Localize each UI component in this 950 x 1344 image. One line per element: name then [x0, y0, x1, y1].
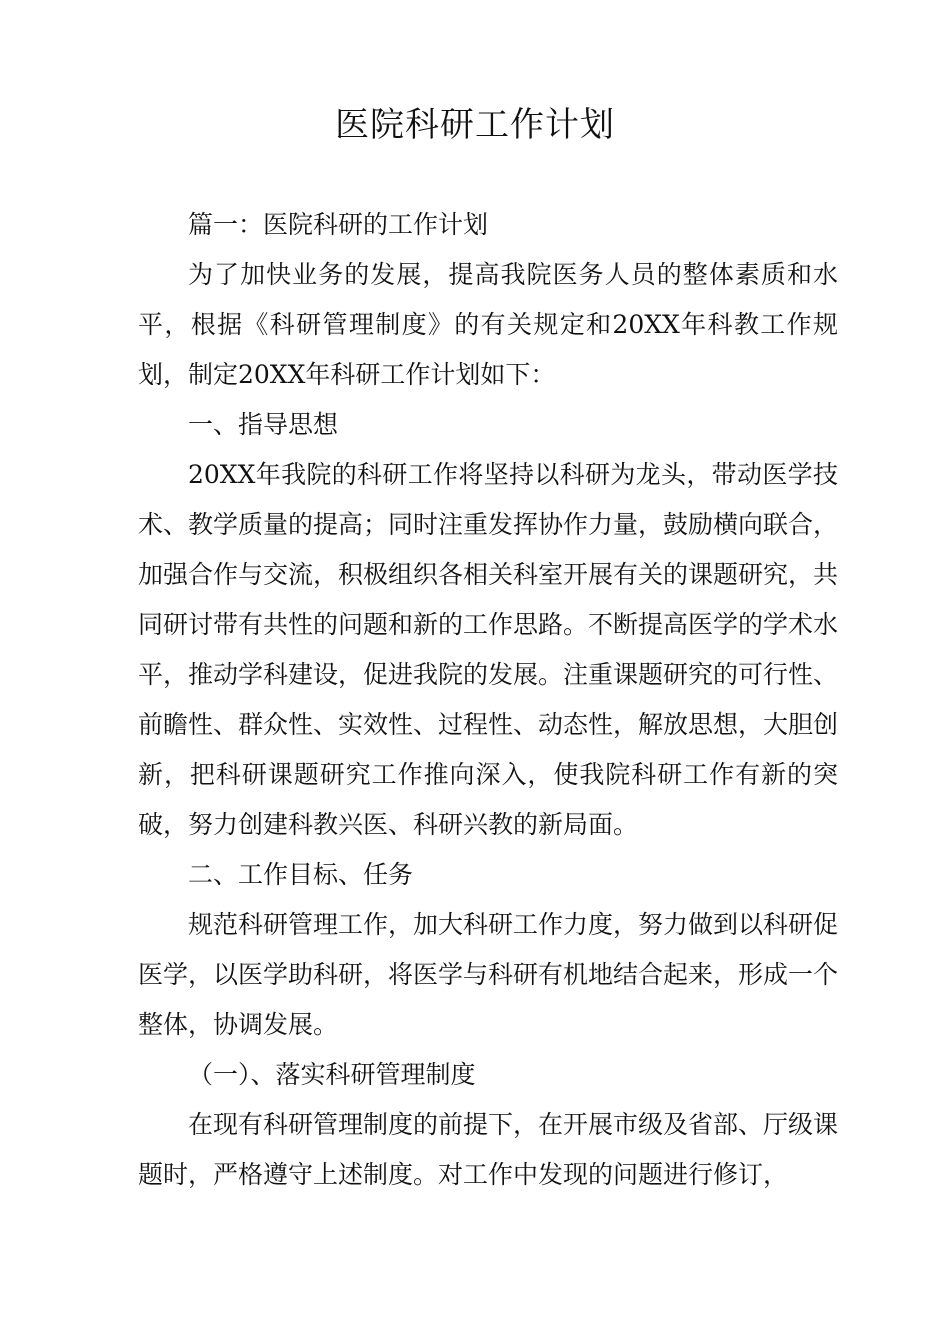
- subsection-heading: （一）、落实科研管理制度: [188, 1060, 476, 1089]
- section-heading: 一、指导思想: [188, 410, 339, 439]
- document-title: 医院科研工作计划: [335, 105, 615, 145]
- paragraph: 规范科研管理工作，加大科研工作力度，努力做到以科研促医学，以医学助科研，将医学与科研有机地结合起来，形成一个整体，协调发展。: [138, 910, 839, 1039]
- paragraph: 为了加快业务的发展，提高我院医务人员的整体素质和水平，根据《科研管理制度》的有关规定和20XX年科教工作规划，制定20XX年科研工作计划如下：: [138, 260, 838, 389]
- section-heading: 篇一：医院科研的工作计划: [188, 210, 489, 239]
- section-heading: 二、工作目标、任务: [188, 860, 414, 889]
- document-body: [138, 200, 838, 1200]
- paragraph: 20XX年我院的科研工作将坚持以科研为龙头，带动医学技术、教学质量的提高；同时注重发挥协作力量，鼓励横向联合，加强合作与交流，积极组织各相关科室开展有关的课题研究，共同研讨带有共性的问题和新的工作思路。不断提高医学的学术水平，推动学科建设，促进我院的发展。注重课题研究的可行性、前瞻性、群众性、实效性、过程性、动态性，解放思想，大胆创新，把科研课题研究工作推向深入，使我院科研工作有新的突破，努力创建科教兴医、科研兴教的新局面。: [138, 460, 839, 839]
- paragraph: 在现有科研管理制度的前提下，在开展市级及省部、厅级课题时，严格遵守上述制度。对工作中发现的问题进行修订，: [138, 1110, 839, 1189]
